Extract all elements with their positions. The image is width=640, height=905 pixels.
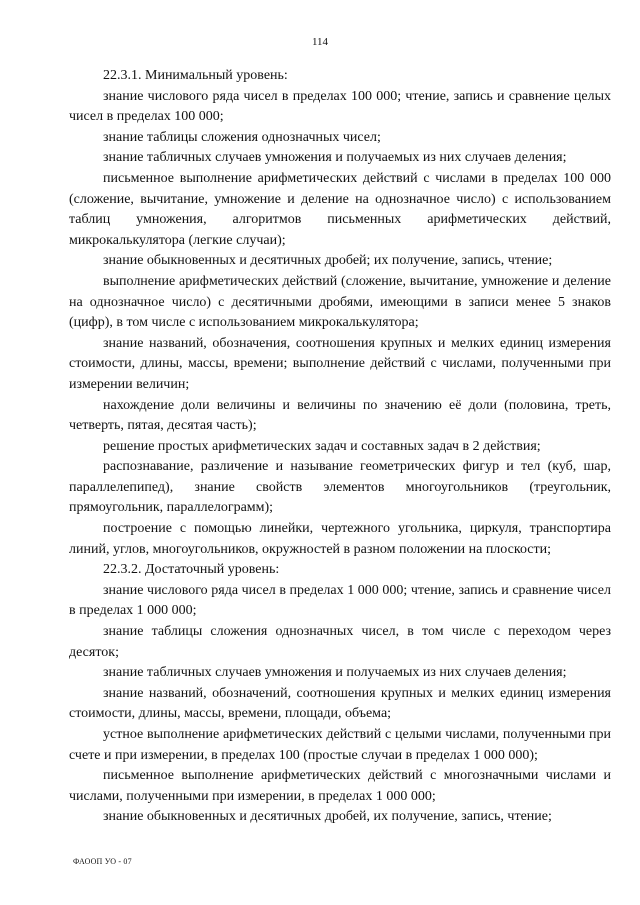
- document-body: [69, 66, 611, 828]
- page-number: 114: [311, 36, 329, 48]
- section-heading-minimal: 22.3.1. Минимальный уровень:: [103, 68, 288, 83]
- list-item: решение простых арифметических задач и составных задач в 2 действия;: [103, 438, 541, 454]
- list-item: знание обыкновенных и десятичных дробей; их получение, запись, чтение;: [103, 253, 553, 269]
- list-item: знание табличных случаев умножения и получаемых из них случаев деления;: [103, 665, 567, 681]
- list-item: построение с помощью линейки, чертежного угольника, циркуля, транспортира линий, углов, многоугольников, окружностей в разном положении на плоскости;: [69, 521, 611, 557]
- list-item: выполнение арифметических действий (сложение, вычитание, умножение и деление на однозначное число) с десятичными дробями, имеющими в записи менее 5 знаков (цифр), в том числе с использованием микрокалькулятора;: [69, 273, 611, 331]
- list-item: знание обыкновенных и десятичных дробей, их получение, запись, чтение;: [103, 809, 552, 825]
- list-item: нахождение доли величины и величины по значению её доли (половина, треть, четверть, пятая, десятая часть);: [69, 397, 611, 434]
- list-item: знание названий, обозначений, соотношения крупных и мелких единиц измерения стоимости, длины, массы, времени, площади, объема;: [69, 685, 611, 722]
- list-item: распознавание, различение и называние геометрических фигур и тел (куб, шар, параллелепипед), знание свойств элементов многоугольников (треугольник, прямоугольник, параллелограмм);: [69, 459, 611, 516]
- list-item: устное выполнение арифметических действий с целыми числами, полученными при счете и при измерении, в пределах 100 (простые случаи в пределах 1 000 000);: [69, 727, 611, 763]
- list-item: знание табличных случаев умножения и получаемых из них случаев деления;: [103, 150, 567, 166]
- list-item: знание числового ряда чисел в пределах 100 000; чтение, запись и сравнение целых чисел в пределах 100 000;: [69, 88, 611, 125]
- list-item: знание таблицы сложения однозначных чисел, в том числе с переходом через десяток;: [69, 624, 611, 660]
- list-item: знание числового ряда чисел в пределах 1 000 000; чтение, запись и сравнение чисел в пределах 1 000 000;: [69, 582, 611, 619]
- list-item: письменное выполнение арифметических действий с многозначными числами и числами, полученными при измерении, в пределах 1 000 000;: [69, 768, 611, 804]
- section-heading-sufficient: 22.3.2. Достаточный уровень:: [103, 562, 280, 578]
- list-item: знание названий, обозначения, соотношения крупных и мелких единиц измерения стоимости, длины, массы, времени; выполнение действий с числами, полученными при измерении величин;: [69, 335, 611, 392]
- document-footer-code: ФАООП УО - 07: [73, 857, 132, 866]
- list-item: письменное выполнение арифметических действий с числами в пределах 100 000 (сложение, вычитание, умножение и деление на однозначное число) с использованием таблиц умножения, алгоритмов письменных арифметических действий, микрокалькулятора (легкие случаи);: [69, 170, 611, 248]
- list-item: знание таблицы сложения однозначных чисел;: [103, 129, 381, 145]
